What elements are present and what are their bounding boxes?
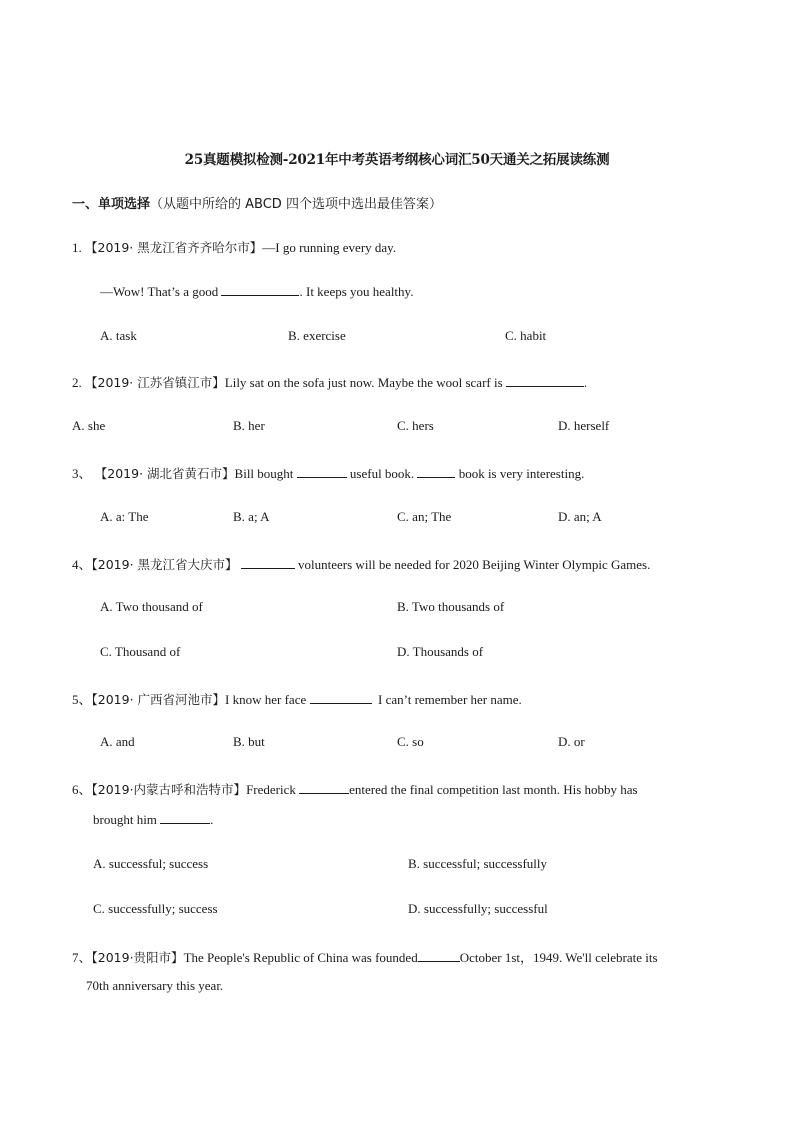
question-4 bbox=[72, 554, 650, 573]
answer-blank[interactable] bbox=[297, 465, 347, 478]
question-source-tag: 【2019·内蒙古呼和浩特市】 bbox=[91, 782, 247, 797]
option-d[interactable]: D. successfully; successful bbox=[408, 901, 548, 916]
question-number: 5、 bbox=[72, 692, 92, 707]
question-6-line-2 bbox=[93, 811, 213, 828]
answer-blank[interactable] bbox=[417, 465, 455, 478]
question-source-tag: 【2019· 湖北省黄石市】 bbox=[94, 466, 235, 481]
question-text: useful book. bbox=[349, 466, 415, 481]
option-a[interactable]: A. she bbox=[72, 418, 106, 433]
question-5 bbox=[72, 689, 522, 708]
question-2 bbox=[72, 373, 587, 391]
option-c[interactable]: C. Thousand of bbox=[100, 644, 181, 659]
question-7-line-2: 70th anniversary this year. bbox=[86, 978, 224, 993]
question-text: Lily sat on the sofa just now. Maybe the wool scarf is bbox=[224, 375, 503, 390]
question-7 bbox=[72, 947, 658, 966]
question-number: 6、 bbox=[72, 782, 92, 797]
question-text: volunteers will be needed for 2020 Beijing Winter Olympic Games. bbox=[298, 557, 651, 572]
question-number: 7、 bbox=[72, 950, 92, 965]
option-b[interactable]: B. exercise bbox=[288, 328, 346, 343]
question-1-line-2 bbox=[100, 283, 413, 300]
option-a[interactable]: A. Two thousand of bbox=[100, 599, 203, 614]
question-end: . bbox=[583, 375, 588, 390]
option-c[interactable]: C. habit bbox=[505, 328, 547, 343]
option-b[interactable]: B. but bbox=[233, 734, 265, 749]
question-text: October 1st，1949. We'll celebrate its bbox=[459, 950, 658, 965]
question-text: book is very interesting. bbox=[458, 466, 585, 481]
question-1 bbox=[72, 238, 396, 256]
option-b[interactable]: B. successful; successfully bbox=[408, 856, 548, 871]
option-d[interactable]: D. or bbox=[558, 734, 585, 749]
option-d[interactable]: D. an; A bbox=[558, 509, 602, 524]
answer-blank[interactable] bbox=[241, 556, 295, 569]
option-b[interactable]: B. Two thousands of bbox=[397, 599, 505, 614]
question-text: The People's Republic of China was founded bbox=[183, 950, 418, 965]
option-b[interactable]: B. her bbox=[233, 418, 265, 433]
question-text: . It keeps you healthy. bbox=[299, 284, 414, 299]
question-end: . bbox=[210, 812, 214, 827]
question-text: Bill bought bbox=[234, 466, 294, 481]
answer-blank[interactable] bbox=[506, 374, 584, 387]
question-text: I can’t remember her name. bbox=[378, 692, 522, 707]
option-c[interactable]: C. successfully; success bbox=[93, 901, 218, 916]
question-number: 4、 bbox=[72, 557, 92, 572]
question-text: —I go running every day. bbox=[262, 240, 397, 255]
option-c[interactable]: C. an; The bbox=[397, 509, 452, 524]
answer-blank[interactable] bbox=[418, 949, 460, 962]
question-source-tag: 【2019· 黑龙江省大庆市】 bbox=[91, 557, 238, 572]
question-6 bbox=[72, 779, 722, 798]
question-source-tag: 【2019·贵阳市】 bbox=[91, 950, 184, 965]
question-source-tag: 【2019· 江苏省镇江市】 bbox=[85, 375, 225, 390]
question-number: 1. bbox=[72, 240, 82, 255]
option-a[interactable]: A. and bbox=[100, 734, 135, 749]
question-text: I know her face bbox=[225, 692, 307, 707]
question-text: brought him bbox=[93, 812, 157, 827]
section-note: （从题中所给的 ABCD 四个选项中选出最佳答案） bbox=[150, 197, 442, 212]
question-text: Frederick bbox=[246, 782, 296, 797]
question-source-tag: 【2019· 黑龙江省齐齐哈尔市】 bbox=[85, 240, 263, 255]
question-text: —Wow! That’s a good bbox=[100, 284, 219, 299]
answer-blank[interactable] bbox=[310, 691, 372, 704]
answer-blank[interactable] bbox=[221, 283, 299, 296]
question-3 bbox=[72, 463, 584, 482]
option-b[interactable]: B. a; A bbox=[233, 509, 270, 524]
option-d[interactable]: D. herself bbox=[558, 418, 610, 433]
page-title: 25真题模拟检测-2021年中考英语考纲核心词汇50天通关之拓展读练测 bbox=[184, 152, 610, 168]
option-c[interactable]: C. hers bbox=[397, 418, 434, 433]
answer-blank[interactable] bbox=[299, 781, 349, 794]
question-number: 2. bbox=[72, 375, 82, 390]
answer-blank[interactable] bbox=[160, 811, 210, 824]
section-title: 一、单项选择 bbox=[72, 197, 151, 212]
option-a[interactable]: A. a: The bbox=[100, 509, 149, 524]
option-d[interactable]: D. Thousands of bbox=[397, 644, 484, 659]
option-c[interactable]: C. so bbox=[397, 734, 424, 749]
section-heading bbox=[72, 193, 442, 212]
option-a[interactable]: A. successful; success bbox=[93, 856, 209, 871]
question-source-tag: 【2019· 广西省河池市】 bbox=[91, 692, 226, 707]
question-text: entered the final competition last month. His hobby has bbox=[349, 782, 638, 797]
option-a[interactable]: A. task bbox=[100, 328, 137, 343]
question-number: 3、 bbox=[72, 466, 92, 481]
